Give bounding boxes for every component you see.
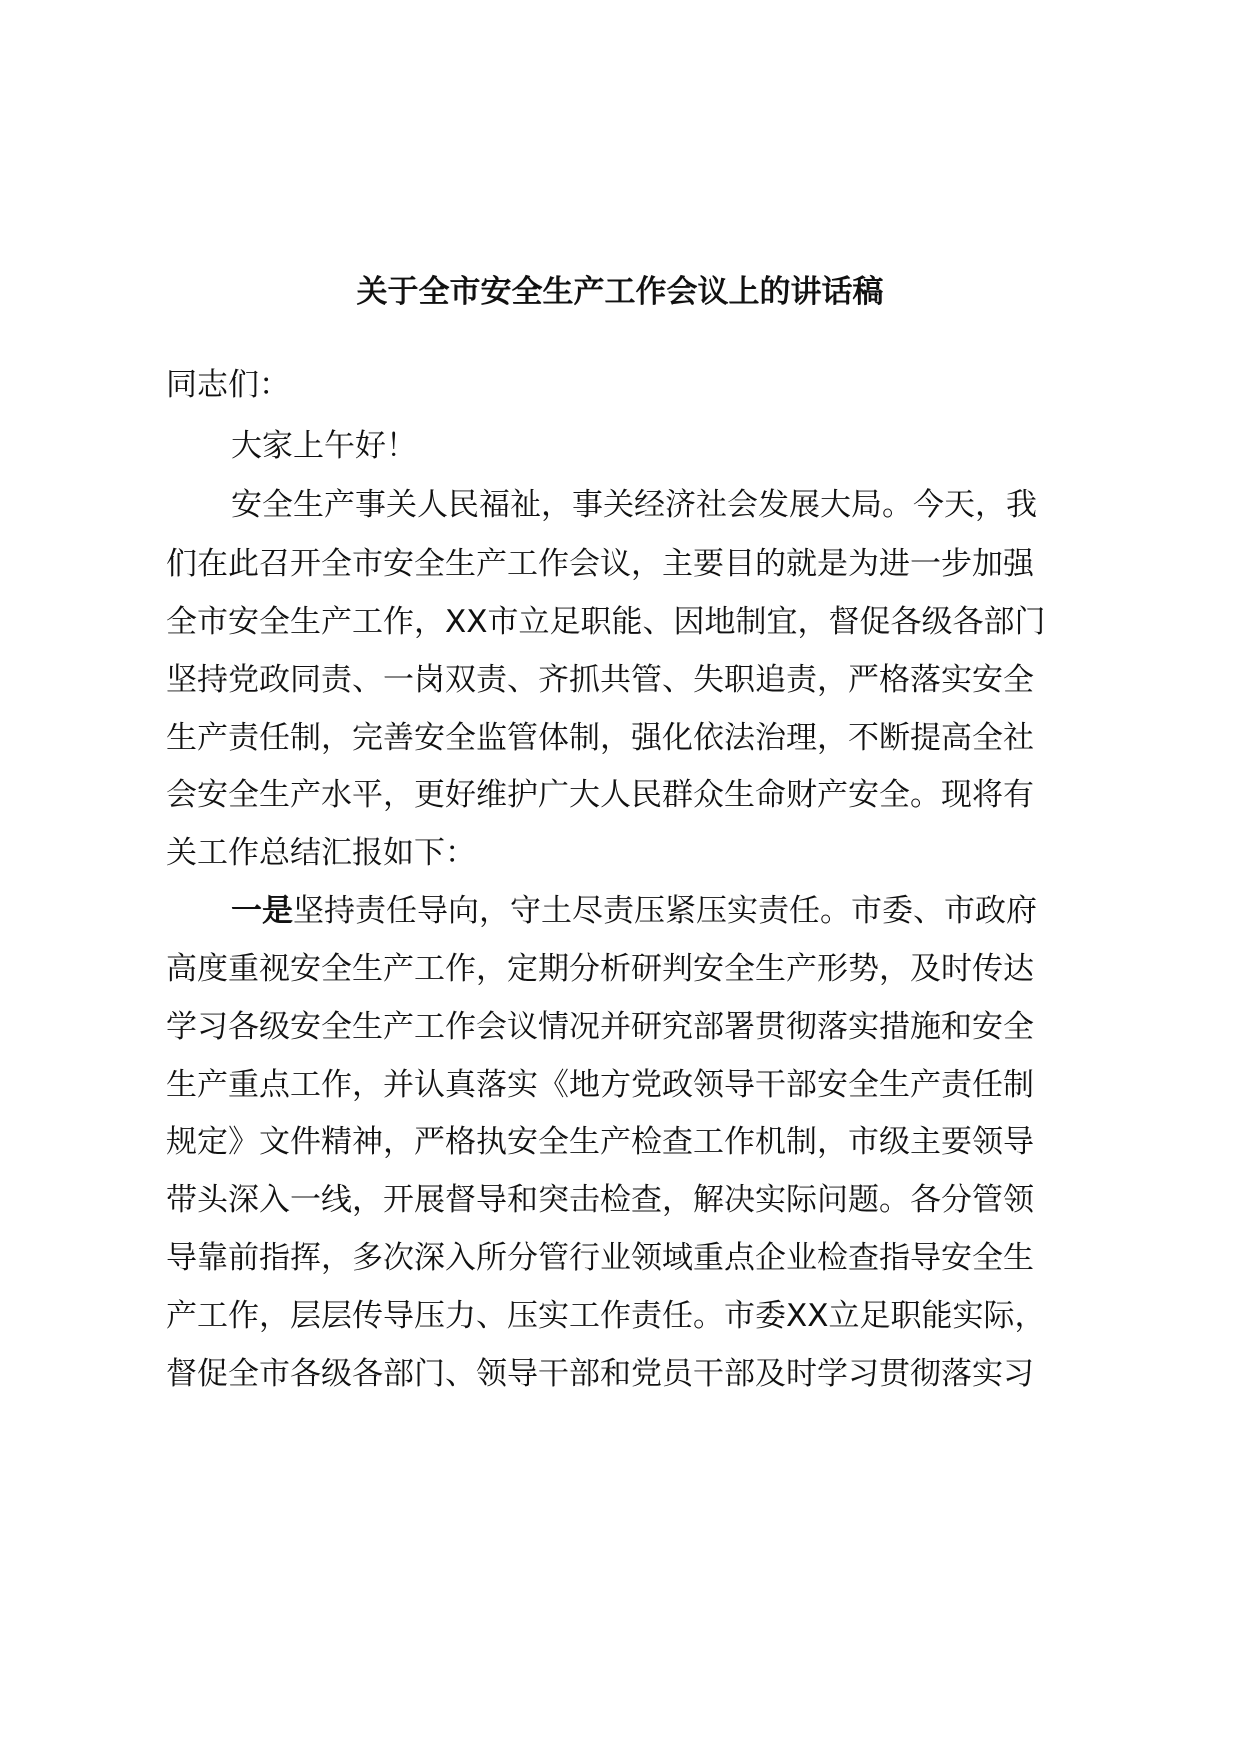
paragraph-line: 生产重点工作，并认真落实《地方党政领导干部安全生产责任制 <box>166 1067 1034 1103</box>
paragraph-line: 学习各级安全生产工作会议情况并研究部署贯彻落实措施和安全 <box>166 1009 1034 1045</box>
paragraph-line: 规定》文件精神，严格执安全生产检查工作机制，市级主要领导 <box>166 1124 1034 1160</box>
paragraph-line: 安全生产事关人民福祉，事关经济社会发展大局。今天，我 <box>231 487 1037 523</box>
paragraph-line: 会安全生产水平，更好维护广大人民群众生命财产安全。现将有 <box>166 777 1034 813</box>
paragraph-line: 督促全市各级各部门、领导干部和党员干部及时学习贯彻落实习 <box>166 1356 1034 1392</box>
paragraph-line: 们在此召开全市安全生产工作会议，主要目的就是为进一步加强 <box>166 546 1034 582</box>
paragraph-line: 高度重视安全生产工作，定期分析研判安全生产形势，及时传达 <box>166 951 1034 987</box>
paragraph-line: 坚持党政同责、一岗双责、齐抓共管、失职追责，严格落实安全 <box>166 662 1034 698</box>
salutation: 同志们： <box>166 367 290 403</box>
paragraph-line: 带头深入一线，开展督导和突击检查，解决实际问题。各分管领 <box>166 1182 1034 1218</box>
paragraph-line: 关工作总结汇报如下： <box>166 835 476 871</box>
paragraph-lead: 一是 <box>231 893 293 929</box>
paragraph-line: 生产责任制，完善安全监管体制，强化依法治理，不断提高全社 <box>166 720 1034 756</box>
paragraph-line-first <box>231 879 1037 943</box>
document-title: 关于全市安全生产工作会议上的讲话稿 <box>356 274 884 310</box>
paragraph-line: 导靠前指挥，多次深入所分管行业领域重点企业检查指导安全生 <box>166 1240 1034 1276</box>
greeting: 大家上午好！ <box>231 428 417 464</box>
paragraph-line: 产工作，层层传导压力、压实工作责任。市委XX立足职能实际， <box>166 1298 1046 1334</box>
paragraph-line: 全市安全生产工作，XX市立足职能、因地制宜，督促各级各部门 <box>166 604 1046 640</box>
paragraph-line-text: 坚持责任导向，守土尽责压紧压实责任。市委、市政府 <box>293 893 1037 929</box>
